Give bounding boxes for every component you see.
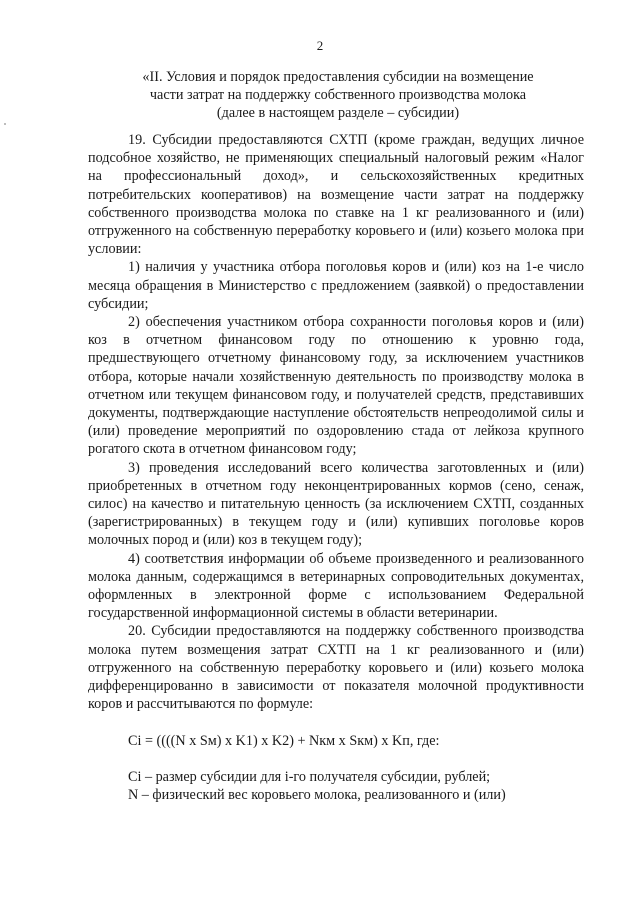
scan-speck (4, 123, 6, 125)
definition-n: N – физический вес коровьего молока, реализованного и (или) (128, 786, 506, 803)
condition-4: 4) соответствия информации об объеме произведенного и реализованного молока данным, содержащимся в ветеринарных сопроводительных документах, оформленных в электронной форме с использованием Федеральной государственной информационной системы в области ветеринарии. (88, 550, 584, 622)
document-body (88, 131, 584, 804)
section-heading-line: «II. Условия и порядок предоставления субсидии на возмещение (142, 69, 534, 85)
condition-2: 2) обеспечения участником отбора сохранности поголовья коров и (или) коз в отчетном финансовом году по отношению к уровню года, предшествующего отчетному финансовому году, за исключением участников отбора, которые начали хозяйственную деятельность по производству молока в отчетном или текущем финансовом году, и получателей средств, представивших документы, подтверждающие наступление обстоятельств непреодолимой силы и (или) проведение мероприятий по оздоровлению стада от лейкоза крупного рогатого скота в отчетном финансовом году; (88, 314, 584, 458)
section-heading-line: части затрат на поддержку собственного производства молока (149, 87, 527, 103)
section-heading-line: (далее в настоящем разделе – субсидии) (216, 105, 460, 121)
page-number: 2 (316, 38, 324, 53)
definition-ci: Ci – размер субсидии для i-го получателя субсидии, рублей; (128, 768, 491, 785)
condition-3: 3) проведения исследований всего количества заготовленных и (или) приобретенных в отчетном году неконцентрированных кормов (сено, сенаж, силос) на качество и питательную ценность (за исключением СХТП, созданных (зарегистрированных) в текущем году и (или) купивших поголовье коров молочных пород и (или) коз в текущем году); (88, 459, 584, 549)
condition-1: 1) наличия у участника отбора поголовья коров и (или) коз на 1-е число месяца обращения в Министерство с предложением (заявкой) о предоставлении субсидии; (88, 259, 584, 312)
section-heading (88, 68, 588, 122)
paragraph-20: 20. Субсидии предоставляются на поддержку собственного производства молока путем возмещения затрат СХТП на 1 кг реализованного и (или) отгруженного на собственную переработку коровьего и (или) козьего молока дифференцированно в зависимости от показателя молочной продуктивности коров и рассчитываются по формуле: (88, 623, 584, 713)
paragraph-19: 19. Субсидии предоставляются СХТП (кроме граждан, ведущих личное подсобное хозяйство, не применяющих специальный налоговый режим «Налог на профессиональный доход», и сельскохозяйственных кредитных потребительских кооперативов) на возмещение части затрат на поддержку собственного производства молока по ставке на 1 кг реализованного и (или) отгруженного на собственную переработку коровьего и (или) козьего молока при условии: (88, 132, 584, 258)
subsidy-formula: Ci = ((((N x Sм) x K1) x K2) + Nкм x Sкм) x Kп, где: (128, 732, 440, 749)
